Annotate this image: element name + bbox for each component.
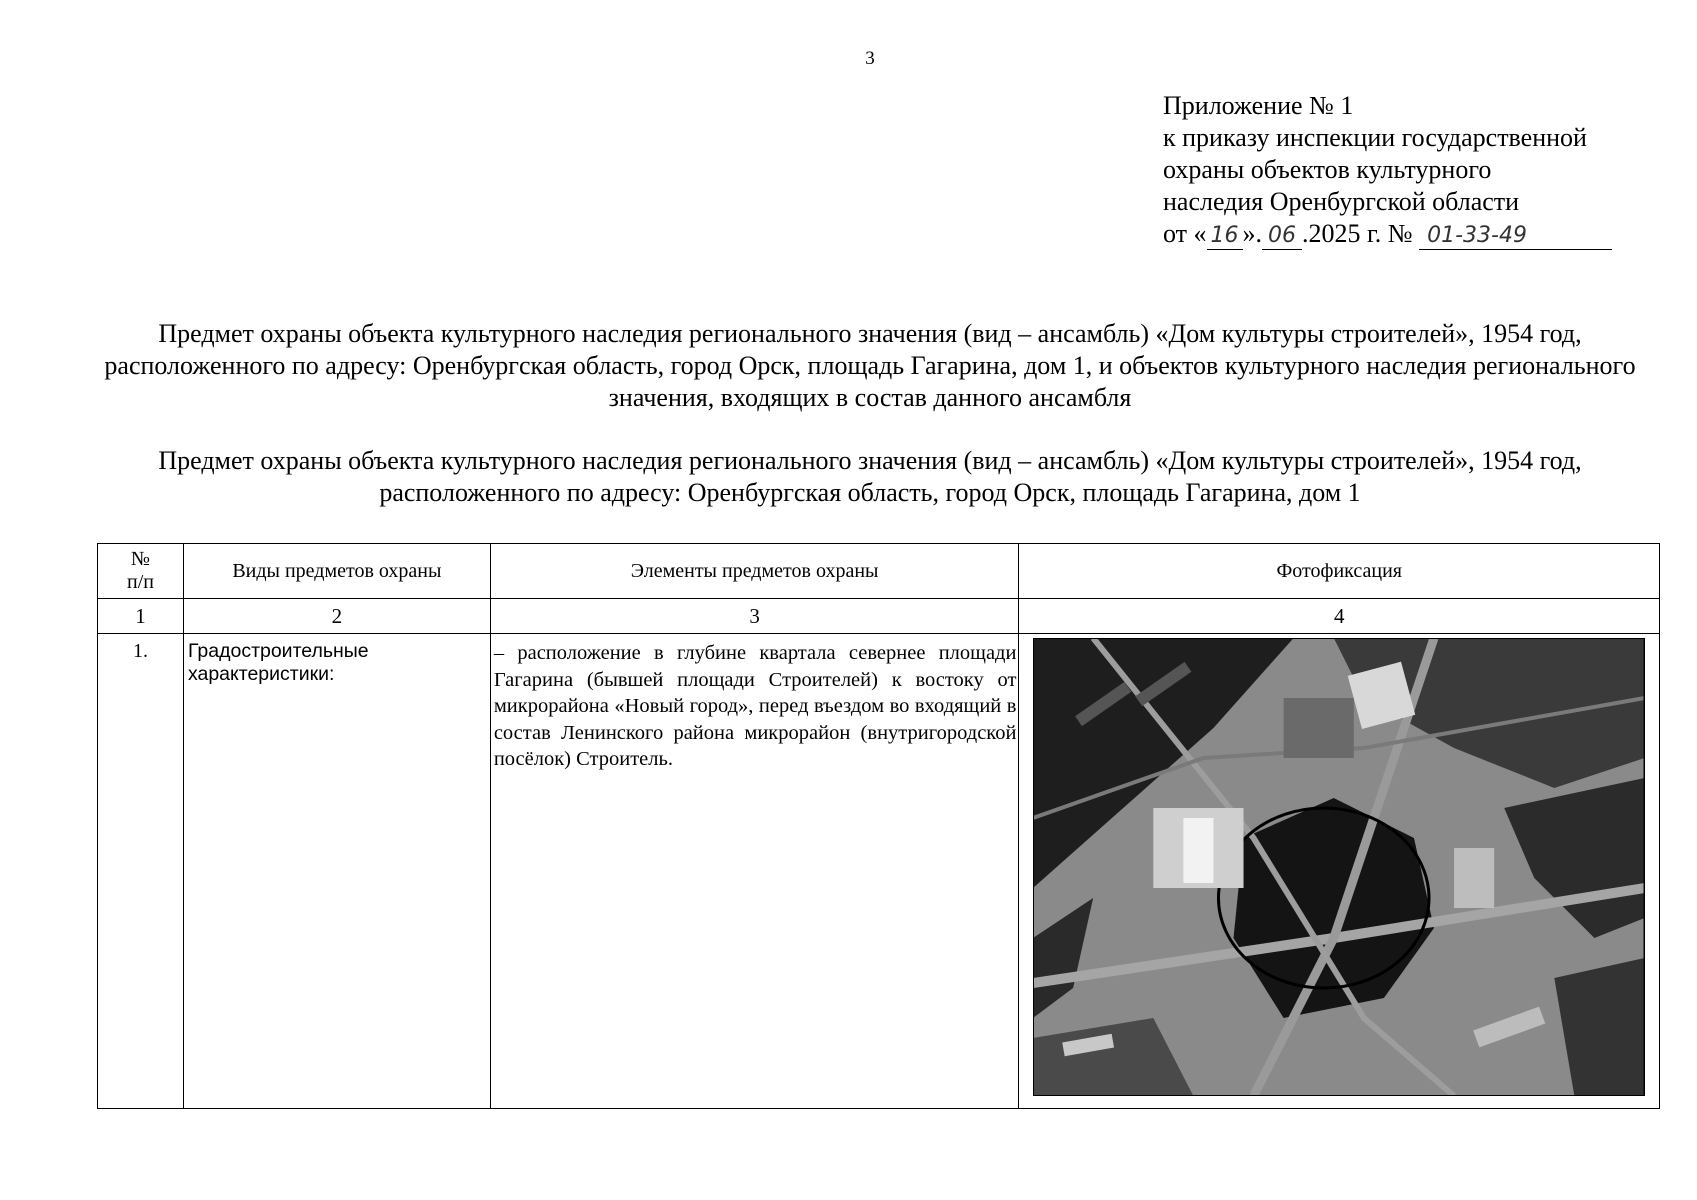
page-number: 3: [865, 48, 875, 69]
row-kind: Градостроительные характеристики:: [183, 634, 490, 1109]
date-year-label: .2025 г. №: [1302, 219, 1413, 248]
header-elements: Элементы предметов охраны: [490, 544, 1019, 599]
table-row: [98, 634, 1660, 1109]
date-separator: ».: [1242, 219, 1263, 248]
aerial-photo: [1033, 638, 1645, 1096]
table-header-row: [98, 544, 1660, 599]
row-elements: – расположение в глубине квартала севернее площади Гагарина (бывшей площади Строителей) к востоку от микрорайона «Новый город», перед въездом во входящий в состав Ленинского района микрорайон (внутригородской посёлок) Строитель.: [490, 634, 1019, 1109]
column-number: 1: [98, 599, 184, 634]
header-number-pp: п/п: [126, 571, 154, 593]
header-photo: Фотофиксация: [1019, 544, 1660, 599]
date-from-label: от «: [1163, 219, 1207, 248]
header-number-sign: №: [130, 548, 151, 570]
column-number: 2: [183, 599, 490, 634]
handwritten-day: 16: [1207, 223, 1243, 250]
handwritten-month: 06: [1262, 223, 1302, 250]
heading-building: Предмет охраны объекта культурного наследия регионального значения (вид – ансамбль) «Дом культуры строителей», 1954 год, расположенного по адресу: Оренбургская область, город Орск, площадь Гагарина, дом 1: [158, 446, 1582, 507]
heading-ensemble: Предмет охраны объекта культурного наследия регионального значения (вид – ансамбль) «Дом культуры строителей», 1954 год, расположенного по адресу: Оренбургская область, город Орск, площадь Гагарина, дом 1, и объектов культурного наследия регионального значения, входящих в состав данного ансамбля: [104, 319, 1636, 412]
row-photo-cell: [1019, 634, 1660, 1109]
appendix-line-3: охраны объектов культурного: [1163, 155, 1492, 184]
appendix-date-line: [1163, 218, 1643, 250]
appendix-block: [1163, 90, 1643, 250]
appendix-title: Приложение № 1: [1163, 91, 1354, 120]
column-number-row: [98, 599, 1660, 634]
column-number: 4: [1019, 599, 1660, 634]
header-number: [98, 544, 184, 599]
appendix-line-2: к приказу инспекции государственной: [1163, 123, 1587, 152]
handwritten-order-number: 01-33-49: [1419, 223, 1612, 250]
appendix-line-4: наследия Оренбургской области: [1163, 187, 1520, 216]
column-number: 3: [490, 599, 1019, 634]
header-kinds: Виды предметов охраны: [183, 544, 490, 599]
protection-table: [97, 543, 1660, 1109]
row-number: 1.: [98, 634, 184, 1109]
